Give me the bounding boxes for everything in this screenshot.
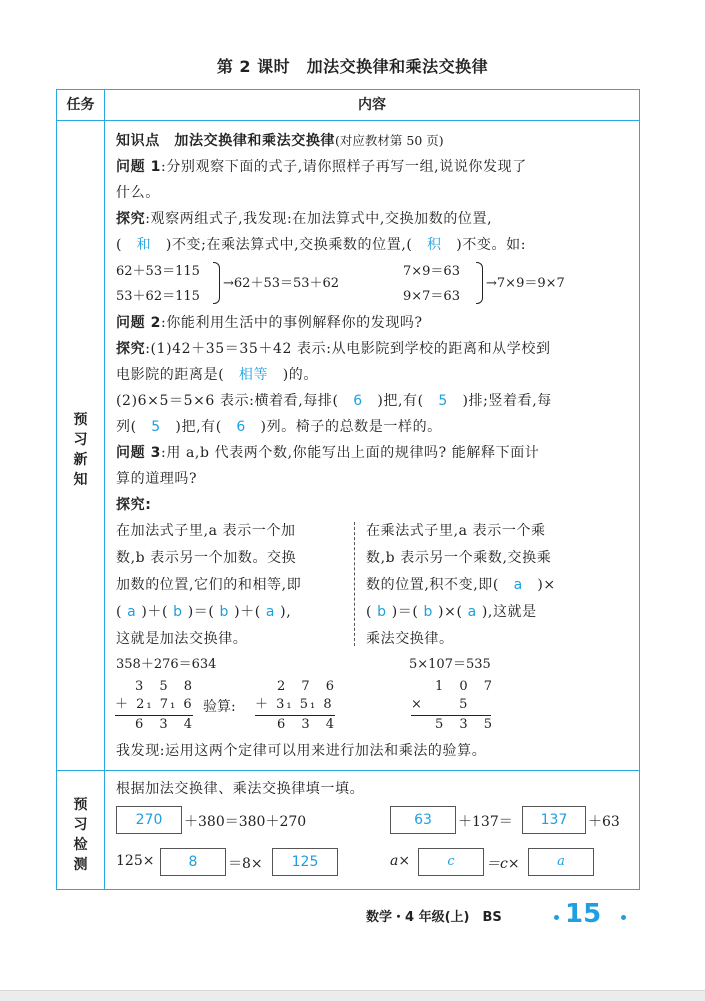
header-divider (57, 120, 639, 121)
explore-1: 探究:观察两组式子,我发现:在加法算式中,交换加数的位置, (116, 211, 493, 227)
multiplication-law-text: 在乘法式子里,a 表示一个乘 数,b 表示另一个乘数,交换乘 数的位置,积不变,即( a )× ( b )＝( b )×( a ),这就是 乘法交换律。 (366, 523, 556, 647)
example-mul-result: →7×9＝9×7 (486, 276, 565, 291)
vertical-mul-mid: × 5 (411, 697, 468, 712)
brace-mul (476, 262, 483, 304)
verify-label: 验算: (203, 699, 236, 715)
answer-box-125[interactable]: 125 (272, 848, 338, 876)
addition-law-text: 在加法式子里,a 表示一个加 数,b 表示另一个加数。交换 加数的位置,它们的和相等,即 ( a )＋( b )＝( b )＋( a ), 这就是加法交换律。 (116, 523, 302, 647)
explore-1-cont: ( 和 )不变;在乘法算式中,交换乘数的位置,( 积 )不变。如: (116, 237, 527, 253)
page-edge (0, 990, 705, 1001)
vertical-mul-top: 1 0 7 (435, 679, 499, 694)
knowledge-point: 知识点 加法交换律和乘法交换律(对应教材第 50 页) (116, 133, 444, 149)
question-2: 问题 2:你能利用生活中的事例解释你的发现吗? (116, 315, 423, 331)
page-title: 第 2 课时 加法交换律和乘法交换律 (216, 57, 489, 76)
explore-2: 探究:(1)42＋35＝35＋42 表示:从电影院到学校的距离和从学校到 (116, 341, 551, 357)
section-label-check: 预 习 检 测 (73, 797, 88, 873)
answer-box-63[interactable]: 63 (390, 806, 456, 834)
example-add-2: 53＋62＝115 (116, 289, 200, 304)
answer-box-a[interactable]: a (528, 848, 594, 876)
header-task: 任务 (66, 97, 95, 113)
check-eq-2-end: ＋63 (588, 814, 620, 830)
section-divider (57, 770, 639, 771)
answer-box-c[interactable]: c (418, 848, 484, 876)
check-eq-4-mid: ＝c× (486, 856, 520, 872)
brace-add (213, 262, 220, 304)
footer-subject: 数学・4 年级(上) BS (366, 910, 502, 925)
calc-multiplication: 5×107＝535 (409, 657, 491, 672)
vertical-verify-bottom: 6 3 4 (277, 717, 341, 732)
check-eq-3-mid: ＝8× (228, 856, 263, 872)
check-instruction: 根据加法交换律、乘法交换律填一填。 (116, 781, 365, 797)
check-eq-4-text: a× (390, 853, 411, 869)
example-mul-2: 9×7＝63 (403, 289, 460, 304)
check-eq-1-text: ＋380＝380＋270 (184, 814, 307, 830)
example-add-result: →62＋53＝53＋62 (223, 276, 340, 291)
question-3-cont: 算的道理吗? (116, 471, 198, 487)
page-number: 15 (565, 899, 602, 929)
check-eq-3-text: 125× (116, 853, 155, 869)
section-label-preview: 预 习 新 知 (73, 412, 88, 488)
page-number-dot-left (554, 915, 559, 920)
column-dashed-divider (354, 522, 355, 646)
vertical-add-bottom: 6 3 4 (135, 717, 199, 732)
vertical-verify-mid: ＋ 3₁ 5₁ 8 (255, 697, 334, 712)
vertical-add-top: 3 5 8 (135, 679, 199, 694)
calc-addition: 358＋276＝634 (116, 657, 217, 672)
check-eq-2-text: ＋137＝ (458, 814, 513, 830)
vertical-add-mid: ＋ 2₁ 7₁ 6 (115, 697, 194, 712)
page-number-dot-right (621, 915, 626, 920)
lesson-table (56, 89, 640, 890)
discovery-text: 我发现:运用这两个定律可以用来进行加法和乘法的验算。 (116, 743, 487, 759)
question-1: 问题 1:分别观察下面的式子,请你照样子再写一组,说说你发现了 (116, 159, 527, 175)
explore-2-part2: (2)6×5＝5×6 表示:横着看,每排( 6 )把,有( 5 )排;竖着看,每 (116, 393, 552, 409)
example-mul-1: 7×9＝63 (403, 264, 460, 279)
question-1-cont: 什么。 (116, 185, 160, 201)
answer-box-137[interactable]: 137 (522, 806, 586, 834)
example-add-1: 62＋53＝115 (116, 264, 200, 279)
answer-box-270[interactable]: 270 (116, 806, 182, 834)
explore-2-cont: 电影院的距离是( 相等 )的。 (116, 367, 318, 383)
answer-box-8[interactable]: 8 (160, 848, 226, 876)
vertical-verify-top: 2 7 6 (277, 679, 341, 694)
explore-3-label: 探究: (116, 497, 152, 513)
vertical-mul-bottom: 5 3 5 (435, 717, 499, 732)
question-3: 问题 3:用 a,b 代表两个数,你能写出上面的规律吗? 能解释下面计 (116, 445, 540, 461)
explore-2-part2-cont: 列( 5 )把,有( 6 )列。椅子的总数是一样的。 (116, 419, 442, 435)
header-content: 内容 (358, 97, 386, 113)
